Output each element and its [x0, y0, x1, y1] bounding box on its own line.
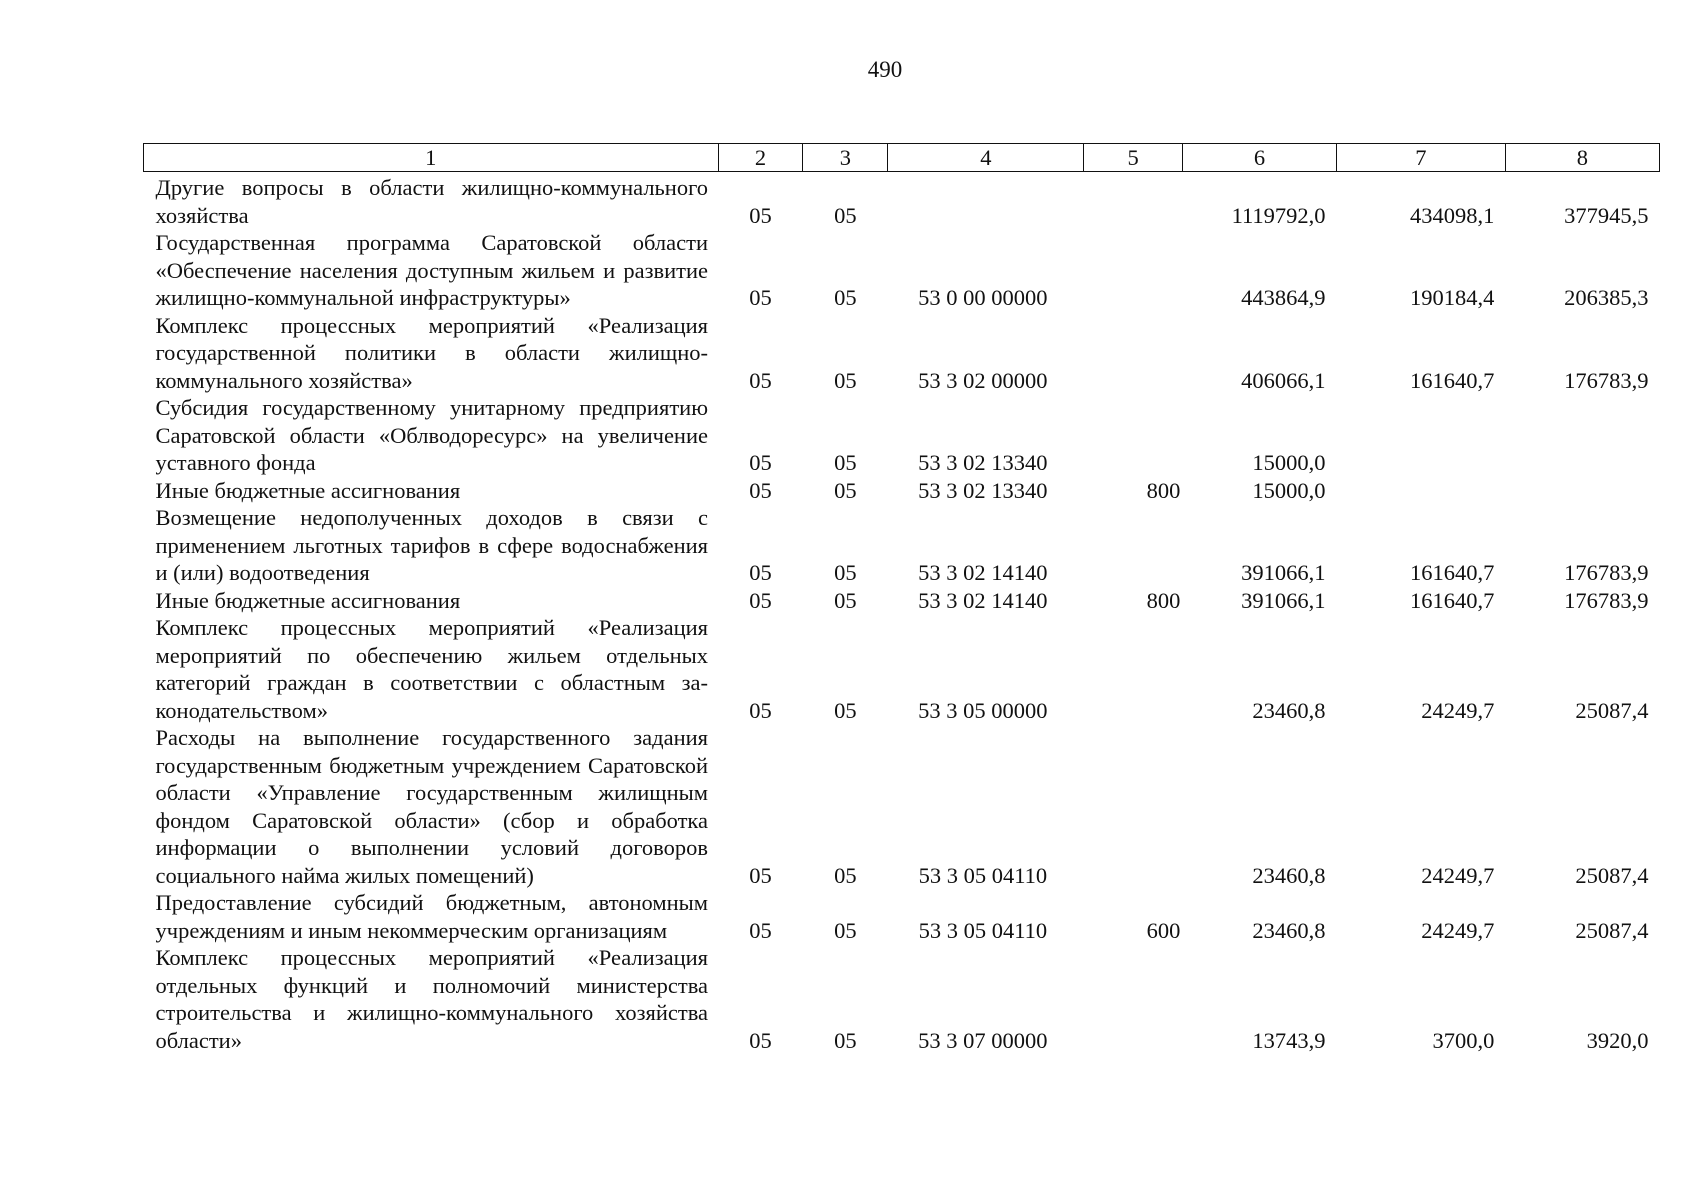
header-row: [144, 144, 1660, 172]
amount-col-6: 15000,0: [1252, 477, 1326, 503]
subsection-code: 05: [834, 285, 857, 310]
table-row: [144, 172, 1660, 230]
amount-col-7: 24249,7: [1421, 917, 1495, 943]
subsection-code: 05: [834, 917, 857, 943]
section-code: 05: [749, 917, 772, 943]
amount-col-6: 1119792,0: [1231, 202, 1326, 228]
column-header: 1: [144, 144, 719, 172]
column-header: 8: [1505, 144, 1659, 172]
amount-col-7: 161640,7: [1409, 560, 1495, 585]
column-header: 2: [718, 144, 803, 172]
target-article-code: 53 3 07 00000: [918, 1027, 1048, 1053]
row-description: Комплекс процессных мероприятий «Реализация отдельных функций и полномочий министерства строительства и жилищно-коммунального хозяйства области»: [155, 945, 709, 1053]
section-code: 05: [749, 862, 772, 888]
section-code: 05: [749, 697, 772, 723]
row-description: Комплекс процессных мероприятий «Реализация государственной политики в области жилищно-коммунального хозяйства»: [155, 312, 709, 393]
amount-col-7: 161640,7: [1409, 587, 1495, 613]
target-article-code: 53 3 05 04110: [918, 917, 1048, 943]
amount-col-6: 23460,8: [1252, 862, 1326, 888]
section-code: 05: [749, 285, 772, 310]
amount-col-7: 24249,7: [1421, 697, 1495, 723]
amount-col-8: [1505, 477, 1659, 505]
amount-col-6: 15000,0: [1252, 450, 1326, 475]
target-article-code: 53 3 02 00000: [918, 367, 1048, 393]
page-number: 490: [867, 57, 903, 82]
amount-col-7: 3700,0: [1432, 1027, 1495, 1053]
row-description: Иные бюджетные ассигнования: [155, 477, 461, 503]
amount-col-7: [1337, 394, 1506, 477]
expense-type-code: [1084, 614, 1183, 724]
subsection-code: 05: [834, 697, 857, 723]
column-header: 6: [1182, 144, 1336, 172]
table-row: [144, 889, 1660, 944]
subsection-code: 05: [834, 202, 857, 228]
table-row: [144, 394, 1660, 477]
amount-col-8: 25087,4: [1575, 917, 1649, 943]
amount-col-8: 377945,5: [1564, 202, 1649, 228]
section-code: 05: [749, 477, 772, 503]
row-description: Государственная программа Саратовской области «Обеспечение населения доступным жильем и развитие жилищно-коммунальной инфраструктуры»: [155, 230, 709, 310]
expense-type-code: [1084, 394, 1183, 477]
amount-col-6: 23460,8: [1252, 697, 1326, 723]
target-article-code: 53 3 05 04110: [918, 862, 1048, 888]
target-article-code: 53 3 02 13340: [918, 450, 1048, 475]
expense-type-code: [1084, 944, 1183, 1054]
section-code: 05: [749, 367, 772, 393]
expense-type-code: 600: [1146, 917, 1181, 943]
subsection-code: 05: [834, 587, 857, 613]
amount-col-7: 190184,4: [1409, 285, 1495, 310]
expense-type-code: [1084, 229, 1183, 312]
expense-type-code: [1084, 724, 1183, 889]
column-header: 4: [888, 144, 1084, 172]
subsection-code: 05: [834, 560, 857, 585]
row-description: Другие вопросы в области жилищно-коммунального хозяйства: [155, 175, 709, 228]
row-description: Предоставление субсидий бюджетным, автономным учреждениям и иным некоммерческим организациям: [155, 890, 709, 943]
section-code: 05: [749, 1027, 772, 1053]
amount-col-8: 3920,0: [1586, 1027, 1649, 1053]
subsection-code: 05: [834, 367, 857, 393]
target-article-code: 53 3 05 00000: [918, 697, 1048, 723]
target-article-code: 53 3 02 14140: [918, 560, 1048, 585]
column-header: 7: [1337, 144, 1506, 172]
table-row: [144, 944, 1660, 1054]
table-row: [144, 587, 1660, 615]
subsection-code: 05: [834, 450, 857, 475]
amount-col-8: [1505, 394, 1659, 477]
amount-col-6: 406066,1: [1241, 367, 1326, 393]
amount-col-8: 25087,4: [1575, 862, 1649, 888]
subsection-code: 05: [834, 1027, 857, 1053]
amount-col-6: 391066,1: [1241, 587, 1326, 613]
row-description: Расходы на выполнение государственного задания государственным бюджетным учреждением Саратовской области «Управление государственным жилищным фондом Саратовской области» (сбор и обработка информации о выполнении условий договоров социального найма жилых помещений): [155, 725, 709, 888]
amount-col-7: [1337, 477, 1506, 505]
column-header: 5: [1084, 144, 1183, 172]
amount-col-7: 161640,7: [1409, 367, 1495, 393]
expense-type-code: [1084, 172, 1183, 230]
section-code: 05: [749, 587, 772, 613]
amount-col-7: 24249,7: [1421, 862, 1495, 888]
target-article-code: [888, 172, 1084, 230]
expense-type-code: 800: [1146, 477, 1181, 503]
section-code: 05: [749, 202, 772, 228]
budget-table: [143, 143, 1660, 1054]
target-article-code: 53 3 02 13340: [918, 477, 1048, 503]
amount-col-7: 434098,1: [1409, 202, 1495, 228]
row-description: Субсидия государственному унитарному предприятию Саратовской области «Облводоресурс» на увеличение уставного фонда: [155, 395, 709, 475]
amount-col-8: 25087,4: [1575, 697, 1649, 723]
expense-type-code: [1084, 504, 1183, 587]
amount-col-8: 206385,3: [1564, 285, 1649, 310]
amount-col-6: 443864,9: [1241, 285, 1326, 310]
row-description: Комплекс процессных мероприятий «Реализация мероприятий по обеспечению жильем отдельных категорий граждан в соответствии с областным законодательством»: [155, 615, 709, 723]
amount-col-6: 391066,1: [1241, 560, 1326, 585]
table-row: [144, 229, 1660, 312]
table-row: [144, 724, 1660, 889]
amount-col-6: 23460,8: [1252, 917, 1326, 943]
section-code: 05: [749, 450, 772, 475]
target-article-code: 53 3 02 14140: [918, 587, 1048, 613]
amount-col-8: 176783,9: [1564, 587, 1649, 613]
amount-col-8: 176783,9: [1564, 560, 1649, 585]
amount-col-6: 13743,9: [1252, 1027, 1326, 1053]
expense-type-code: 800: [1146, 587, 1181, 613]
row-description: Возмещение недополученных доходов в связи с применением льготных тарифов в сфере водоснабжения и (или) водоотведения: [155, 505, 709, 585]
amount-col-8: 176783,9: [1564, 367, 1649, 393]
table-row: [144, 477, 1660, 505]
expense-type-code: [1084, 312, 1183, 395]
table-row: [144, 312, 1660, 395]
target-article-code: 53 0 00 00000: [918, 285, 1048, 310]
row-description: Иные бюджетные ассигнования: [155, 587, 461, 613]
subsection-code: 05: [834, 862, 857, 888]
table-row: [144, 614, 1660, 724]
section-code: 05: [749, 560, 772, 585]
column-header: 3: [803, 144, 888, 172]
table-row: [144, 504, 1660, 587]
subsection-code: 05: [834, 477, 857, 503]
